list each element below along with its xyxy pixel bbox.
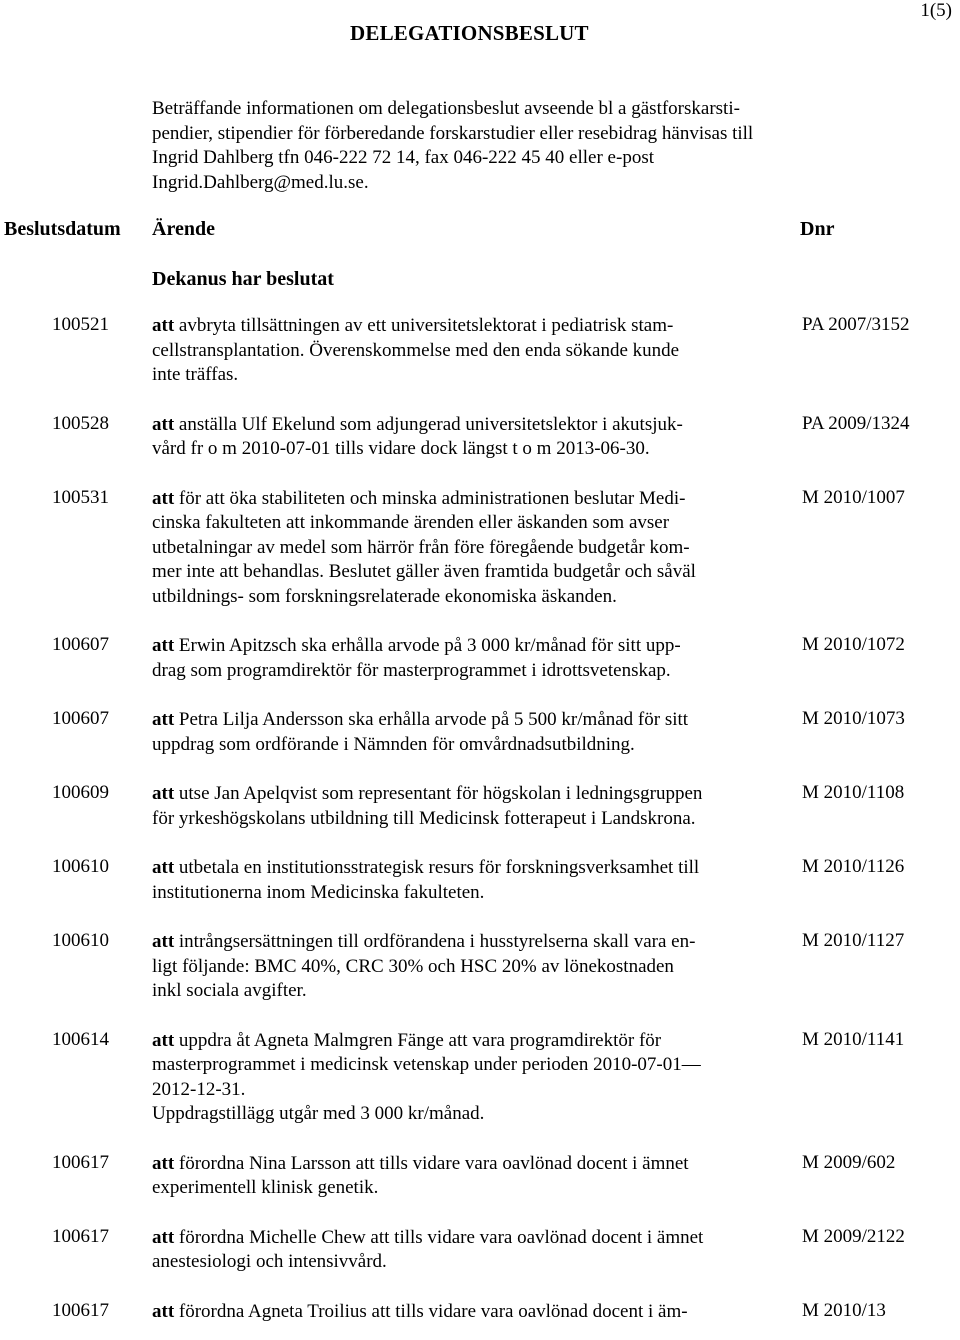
decision-line: [152, 487, 787, 512]
decision-row: [0, 413, 960, 462]
decision-line: [152, 1029, 787, 1054]
row-spacer: [0, 1127, 960, 1152]
decision-line: [152, 807, 787, 832]
row-spacer: [0, 905, 960, 930]
decision-line-text: cinska fakulteten att inkommande ärenden eller äskanden som avser: [152, 512, 670, 533]
decision-dnr: M 2010/1007: [802, 486, 905, 508]
decision-dnr: M 2010/1126: [802, 856, 905, 877]
decision-line: [152, 782, 787, 807]
decision-dnr: M 2009/602: [802, 1151, 896, 1173]
row-spacer: [0, 1275, 960, 1300]
page-number: 1(5): [920, 0, 952, 21]
decision-line: [152, 979, 787, 1004]
decision-row: [0, 1152, 960, 1201]
decision-date: 100607: [52, 634, 109, 655]
decision-date: 100531: [52, 486, 109, 508]
decision-dnr: M 2010/1072: [802, 634, 905, 655]
row-spacer: [0, 1201, 960, 1226]
decision-date: 100609: [52, 782, 109, 803]
decision-date: 100617: [52, 1225, 109, 1247]
decision-line: [152, 1152, 787, 1177]
decision-line-text: vård fr o m 2010-07-01 tills vidare dock längst t o m 2013-06-30.: [152, 438, 650, 459]
decision-line: [152, 659, 787, 684]
decision-line: [152, 1226, 787, 1251]
decision-line: [152, 856, 787, 881]
decision-line: [152, 560, 787, 585]
row-spacer: [0, 831, 960, 856]
decision-text: [152, 930, 787, 1004]
decision-line-text: anställa Ulf Ekelund som adjungerad universitetslektor i akutsjuk-: [178, 413, 683, 435]
decision-line-text: ligt följande: BMC 40%, CRC 30% och HSC 20% av lönekostnaden: [152, 955, 674, 977]
decision-line-text: avbryta tillsättningen av ett universitetslektorat i pediatrisk stam-: [178, 315, 674, 336]
decision-line: [152, 437, 787, 462]
decision-date: 100528: [52, 412, 109, 434]
decision-line: [152, 1078, 787, 1103]
decision-text: [152, 634, 787, 683]
decision-line-text: Uppdragstillägg utgår med 3 000 kr/månad.: [152, 1103, 485, 1124]
intro-line: Beträffande informationen om delegationsbeslut avseende bl a gästforskarsti-: [152, 98, 740, 119]
att-keyword: att: [152, 857, 175, 878]
decision-line: [152, 363, 787, 388]
decision-line: [152, 1102, 787, 1127]
decision-row: [0, 856, 960, 905]
decision-line-text: utbetalningar av medel som härrör från före föregående budgetår kom-: [152, 536, 690, 558]
decision-line: [152, 585, 787, 610]
att-keyword: att: [152, 1029, 175, 1051]
decision-text: [152, 314, 787, 388]
att-keyword: att: [152, 1226, 175, 1248]
decision-text: [152, 708, 787, 757]
decision-date: 100607: [52, 708, 109, 729]
decision-dnr: M 2010/1108: [802, 782, 905, 803]
decision-dnr: M 2010/1127: [802, 930, 905, 951]
decision-line: [152, 314, 787, 339]
decision-line-text: för yrkeshögskolans utbildning till Medicinsk fotterapeut i Landskrona.: [152, 807, 696, 829]
decision-line: [152, 733, 787, 758]
decision-row: [0, 1300, 960, 1325]
decision-line-text: för att öka stabiliteten och minska administrationen beslutar Medi-: [178, 487, 686, 509]
decision-line-text: utbetala en institutionsstrategisk resurs för forskningsverksamhet till: [178, 857, 700, 878]
decision-dnr: M 2009/2122: [802, 1225, 905, 1247]
intro-line: Ingrid.Dahlberg@med.lu.se.: [152, 171, 369, 193]
decision-line: [152, 634, 787, 659]
att-keyword: att: [152, 413, 175, 435]
decision-line-text: 2012-12-31.: [152, 1078, 246, 1100]
decision-line-text: utse Jan Apelqvist som representant för högskolan i ledningsgruppen: [178, 783, 703, 804]
decision-line-text: utbildnings- som forskningsrelaterade ekonomiska äskanden.: [152, 585, 617, 607]
section-heading: Dekanus har beslutat: [152, 268, 334, 290]
decision-line: [152, 511, 787, 536]
row-spacer: [0, 462, 960, 487]
decision-line: [152, 1300, 787, 1325]
decision-line: [152, 955, 787, 980]
decision-line-text: Petra Lilja Andersson ska erhålla arvode på 5 500 kr/månad för sitt: [178, 709, 689, 730]
decision-line: [152, 339, 787, 364]
column-header-date: Beslutsdatum: [4, 218, 121, 240]
decision-line-text: cellstransplantation. Överenskommelse med den enda sökande kunde: [152, 339, 680, 361]
decision-line-text: intrångsersättningen till ordförandena i husstyrelserna skall vara en-: [178, 931, 696, 952]
column-header-dnr: Dnr: [800, 218, 835, 240]
decision-line: [152, 930, 787, 955]
row-spacer: [0, 1004, 960, 1029]
decision-line-text: uppdrag som ordförande i Nämnden för omvårdnadsutbildning.: [152, 733, 635, 755]
decision-line-text: mer inte att behandlas. Beslutet gäller även framtida budgetår och såväl: [152, 561, 696, 582]
intro-line: pendier, stipendier för förberedande forskarstudier eller resebidrag hänvisas till: [152, 122, 754, 144]
decision-row: [0, 930, 960, 1004]
decision-line-text: experimentell klinisk genetik.: [152, 1177, 379, 1198]
row-spacer: [0, 683, 960, 708]
decision-text: [152, 856, 787, 905]
decision-line: [152, 1250, 787, 1275]
row-spacer: [0, 609, 960, 634]
att-keyword: att: [152, 1300, 175, 1322]
decision-text: [152, 1226, 787, 1275]
decision-date: 100617: [52, 1299, 109, 1321]
decision-line-text: förordna Nina Larsson att tills vidare vara oavlönad docent i ämnet: [178, 1152, 689, 1174]
decision-line: [152, 1176, 787, 1201]
decision-line-text: Erwin Apitzsch ska erhålla arvode på 3 000 kr/månad för sitt upp-: [178, 635, 681, 656]
decision-date: 100610: [52, 930, 109, 951]
decision-date: 100617: [52, 1151, 109, 1173]
decision-dnr: M 2010/1073: [802, 708, 905, 729]
att-keyword: att: [152, 1152, 175, 1174]
decision-date: 100610: [52, 856, 109, 877]
row-spacer: [0, 757, 960, 782]
decision-line-text: institutionerna inom Medicinska fakulteten.: [152, 881, 485, 903]
decision-row: [0, 708, 960, 757]
att-keyword: att: [152, 315, 175, 336]
decision-line: [152, 1053, 787, 1078]
decision-row: [0, 487, 960, 610]
document-title: DELEGATIONSBESLUT: [350, 21, 589, 45]
decision-dnr: PA 2007/3152: [802, 314, 910, 335]
decision-dnr: PA 2009/1324: [802, 412, 910, 434]
decision-line: [152, 413, 787, 438]
row-spacer: [0, 388, 960, 413]
intro-line: Ingrid Dahlberg tfn 046-222 72 14, fax 046-222 45 40 eller e-post: [152, 147, 654, 168]
decision-date: 100521: [52, 314, 109, 335]
intro-paragraph: [152, 97, 852, 195]
decision-text: [152, 1300, 787, 1325]
decision-line-text: inkl sociala avgifter.: [152, 980, 307, 1001]
decision-list: [0, 314, 960, 1324]
decision-line: [152, 881, 787, 906]
decision-line: [152, 536, 787, 561]
decision-row: [0, 314, 960, 388]
att-keyword: att: [152, 487, 175, 509]
decision-text: [152, 1152, 787, 1201]
decision-line-text: förordna Agneta Troilius att tills vidare vara oavlönad docent i äm-: [178, 1300, 688, 1322]
decision-text: [152, 782, 787, 831]
att-keyword: att: [152, 709, 175, 730]
decision-text: [152, 413, 787, 462]
decision-line-text: masterprogrammet i medicinsk vetenskap under perioden 2010-07-01—: [152, 1054, 701, 1075]
decision-dnr: M 2010/13: [802, 1299, 886, 1321]
decision-text: [152, 487, 787, 610]
decision-dnr: M 2010/1141: [802, 1028, 905, 1050]
att-keyword: att: [152, 783, 175, 804]
decision-line-text: förordna Michelle Chew att tills vidare vara oavlönad docent i ämnet: [178, 1226, 704, 1248]
decision-row: [0, 1226, 960, 1275]
decision-line-text: anestesiologi och intensivvård.: [152, 1251, 387, 1272]
decision-row: [0, 634, 960, 683]
decision-line-text: drag som programdirektör för masterprogrammet i idrottsvetenskap.: [152, 659, 671, 681]
column-header-matter: Ärende: [152, 218, 215, 240]
att-keyword: att: [152, 931, 175, 952]
decision-row: [0, 1029, 960, 1127]
decision-date: 100614: [52, 1028, 109, 1050]
decision-line: [152, 708, 787, 733]
decision-line-text: uppdra åt Agneta Malmgren Fänge att vara programdirektör för: [178, 1029, 662, 1051]
decision-line-text: inte träffas.: [152, 364, 239, 385]
att-keyword: att: [152, 635, 175, 656]
decision-text: [152, 1029, 787, 1127]
decision-row: [0, 782, 960, 831]
